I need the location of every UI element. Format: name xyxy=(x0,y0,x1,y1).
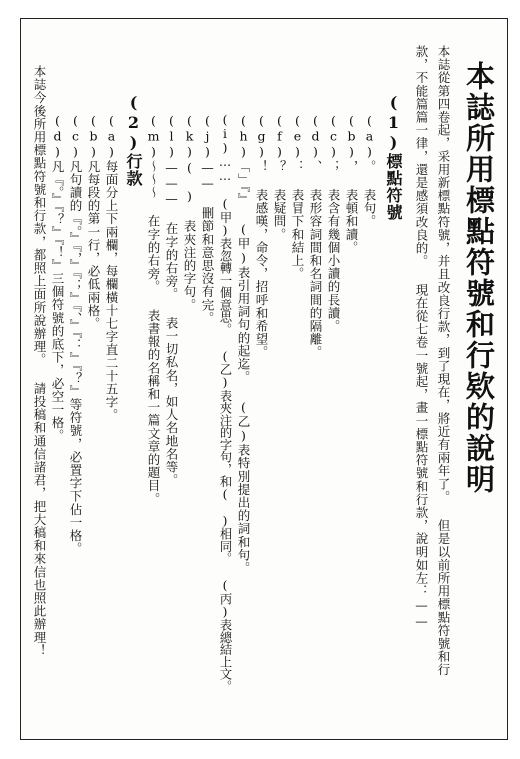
punctuation-item: (f)？ 表疑問。 xyxy=(272,113,287,241)
punctuation-item: (a)。 表句。 xyxy=(362,113,377,228)
layout-item: (a)每面分上下兩欄，每欄橫十七字直二十五字。 xyxy=(104,113,119,422)
punctuation-item: (k)( ) 表夾注的字句。 xyxy=(182,113,197,312)
section2-heading: (2)行款 xyxy=(124,93,143,187)
punctuation-item: (e)： 表冒下和結上。 xyxy=(290,113,305,281)
punctuation-item: (i)…… (甲)表忽轉一個意思。 (乙)表夾注的字句，和( )相同。 (丙)表總結上文。 xyxy=(218,113,232,693)
section1-heading: (1)標點符號 xyxy=(384,93,403,221)
punctuation-item: (l)——— 在字的右旁。 表一切私名，如人名地名等。 xyxy=(164,113,179,487)
punctuation-item: (c)； 表含有幾個小讀的長讀。 xyxy=(326,113,341,333)
layout-item: (c)凡句讀的『。』『，』『；』『、』『：』『？』等符號，必置字下佔一格。 xyxy=(68,113,83,556)
punctuation-item: (h)「」『』 (甲)表引用詞句的起迄。 (乙)表特別提出的詞和句。 xyxy=(236,113,251,575)
intro-line-1: 本誌從第四卷起，采用新標點符號，并且改良行款，到了現在，將近有兩年了。 但是以前所用標點符號和行 xyxy=(436,45,451,677)
closing-note: 本誌今後所用標點符號和行款，都照上面所說辦理。 請投稿和通信諸君，把大稿和來信也照此辦理！ xyxy=(32,65,47,657)
layout-item: (b)凡每段的第一行，必低兩格。 xyxy=(86,113,101,331)
punctuation-item: (b)， 表頓和讀。 xyxy=(344,113,359,254)
article-title: 本誌所用標點符號和行欵的說明 xyxy=(462,61,496,495)
intro-line-2: 款，不能篇篇一律，還是感須改良的。 現在從七卷一號起，畫一標點符號和行款，說明如左：—— xyxy=(414,45,429,629)
punctuation-item: (j)—— 刪節和意思沒有完。 xyxy=(200,113,215,325)
punctuation-item: (d)、 表形容詞間和名詞間的隔離。 xyxy=(308,113,323,359)
punctuation-item: (g)！ 表感嘆，命令，招呼和希望。 xyxy=(254,113,269,359)
layout-item: (d)凡『。』『？』『！』三個符號的底下，必空一格。 xyxy=(50,113,65,443)
punctuation-item: (m)～～～ 在字的右旁。 表書報的名稱和一篇文章的題目。 xyxy=(146,113,161,506)
document-page xyxy=(20,18,508,740)
